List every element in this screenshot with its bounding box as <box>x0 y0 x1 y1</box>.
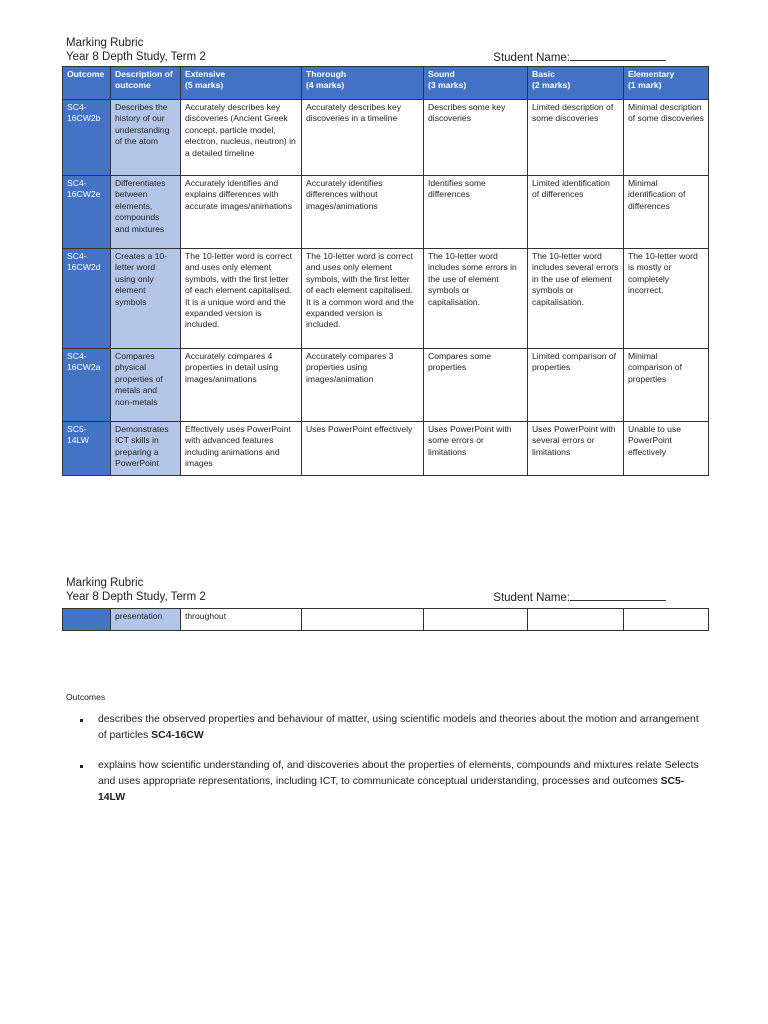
thorough-cell <box>302 609 424 631</box>
table-row <box>63 422 709 476</box>
extensive-cell: Accurately identifies and explains differences with accurate images/animations <box>181 176 302 249</box>
extensive-cell: Effectively uses PowerPoint with advanced features including animations and images <box>181 422 302 476</box>
col-elementary: Elementary (1 mark) <box>624 67 709 100</box>
basic-cell: Limited comparison of properties <box>528 349 624 422</box>
sound-cell: Identifies some differences <box>424 176 528 249</box>
basic-cell: Uses PowerPoint with several errors or limitations <box>528 422 624 476</box>
outcome-code: SC4-16CW <box>151 730 204 741</box>
elementary-cell: Minimal description of some discoveries <box>624 100 709 176</box>
outcome-code-cell: SC4-16CW2a <box>63 349 111 422</box>
description-cell: Demonstrates ICT skills in preparing a PowerPoint <box>111 422 181 476</box>
sound-cell: Uses PowerPoint with some errors or limitations <box>424 422 528 476</box>
elementary-cell: Minimal identification of differences <box>624 176 709 249</box>
basic-cell: Limited description of some discoveries <box>528 100 624 176</box>
col-description: Description of outcome <box>111 67 181 100</box>
extensive-cell: The 10-letter word is correct and uses only element symbols, with the first letter of each element capitalised. It is a unique word and the expanded version is included. <box>181 249 302 349</box>
thorough-cell: Uses PowerPoint effectively <box>302 422 424 476</box>
table-row <box>63 609 709 631</box>
outcomes-heading: Outcomes <box>66 692 106 702</box>
table-row <box>63 249 709 349</box>
bullet-icon <box>80 765 83 768</box>
basic-cell <box>528 609 624 631</box>
student-name-line <box>570 50 666 61</box>
table-row <box>63 349 709 422</box>
student-name-field: Student Name: <box>493 590 708 605</box>
col-extensive: Extensive (5 marks) <box>181 67 302 100</box>
col-outcome: Outcome <box>63 67 111 100</box>
description-cell: Compares physical properties of metals and non-metals <box>111 349 181 422</box>
extensive-cell: Accurately compares 4 properties in detail using images/animations <box>181 349 302 422</box>
rubric-title: Marking Rubric <box>66 37 144 49</box>
page-header-1 <box>66 36 708 65</box>
elementary-cell: Minimal comparison of properties <box>624 349 709 422</box>
description-cell: Creates a 10-letter word using only element symbols <box>111 249 181 349</box>
student-name-field: Student Name: <box>493 50 708 65</box>
sound-cell: The 10-letter word includes some errors in the use of element symbols or capitalisation. <box>424 249 528 349</box>
col-sound: Sound (3 marks) <box>424 67 528 100</box>
basic-cell: The 10-letter word includes several errors in the use of element symbols or capitalisation. <box>528 249 624 349</box>
student-name-line <box>570 590 666 601</box>
elementary-cell: The 10-letter word is mostly or completely incorrect. <box>624 249 709 349</box>
thorough-cell: The 10-letter word is correct and uses only element symbols, with the first letter of each element capitalised. It is a common word and the expanded version is included. <box>302 249 424 349</box>
table-row <box>63 176 709 249</box>
description-cell: presentation <box>111 609 181 631</box>
rubric-table <box>62 66 709 476</box>
rubric-title: Marking Rubric <box>66 577 144 589</box>
rubric-subtitle: Year 8 Depth Study, Term 2 <box>66 591 206 603</box>
sound-cell <box>424 609 528 631</box>
page-header-2 <box>66 576 708 605</box>
outcome-code-cell: SC4-16CW2b <box>63 100 111 176</box>
outcome-code-cell <box>63 609 111 631</box>
bullet-icon <box>80 719 83 722</box>
sound-cell: Compares some properties <box>424 349 528 422</box>
col-thorough: Thorough (4 marks) <box>302 67 424 100</box>
list-item: describes the observed properties and behaviour of matter, using scientific models and theories about the motion and arrangement of particles SC4-16CW <box>80 712 710 744</box>
extensive-cell: Accurately describes key discoveries (Ancient Greek concept, particle model, electron, nucleus, neutron) in a detailed timeline <box>181 100 302 176</box>
outcome-code-cell: SC5-14LW <box>63 422 111 476</box>
col-basic: Basic (2 marks) <box>528 67 624 100</box>
rubric-header-row <box>63 67 709 100</box>
description-cell: Differentiates between elements, compounds and mixtures <box>111 176 181 249</box>
outcome-code-cell: SC4-16CW2e <box>63 176 111 249</box>
elementary-cell <box>624 609 709 631</box>
thorough-cell: Accurately identifies differences without images/animations <box>302 176 424 249</box>
outcomes-list <box>80 712 710 820</box>
thorough-cell: Accurately compares 3 properties using images/animation <box>302 349 424 422</box>
table-row <box>63 100 709 176</box>
description-cell: Describes the history of our understanding of the atom <box>111 100 181 176</box>
outcome-code: SC5-14LW <box>98 776 685 803</box>
extensive-cell: throughout <box>181 609 302 631</box>
outcome-code-cell: SC4-16CW2d <box>63 249 111 349</box>
sound-cell: Describes some key discoveries <box>424 100 528 176</box>
rubric-subtitle: Year 8 Depth Study, Term 2 <box>66 51 206 63</box>
elementary-cell: Unable to use PowerPoint effectively <box>624 422 709 476</box>
basic-cell: Limited identification of differences <box>528 176 624 249</box>
rubric-continuation-table <box>62 608 709 631</box>
thorough-cell: Accurately describes key discoveries in a timeline <box>302 100 424 176</box>
list-item: explains how scientific understanding of, and discoveries about the properties of elements, compounds and mixtures relate Selects and uses appropriate representations, including ICT, to communicate conceptual understanding, processes and outcomes SC5-14LW <box>80 758 710 806</box>
